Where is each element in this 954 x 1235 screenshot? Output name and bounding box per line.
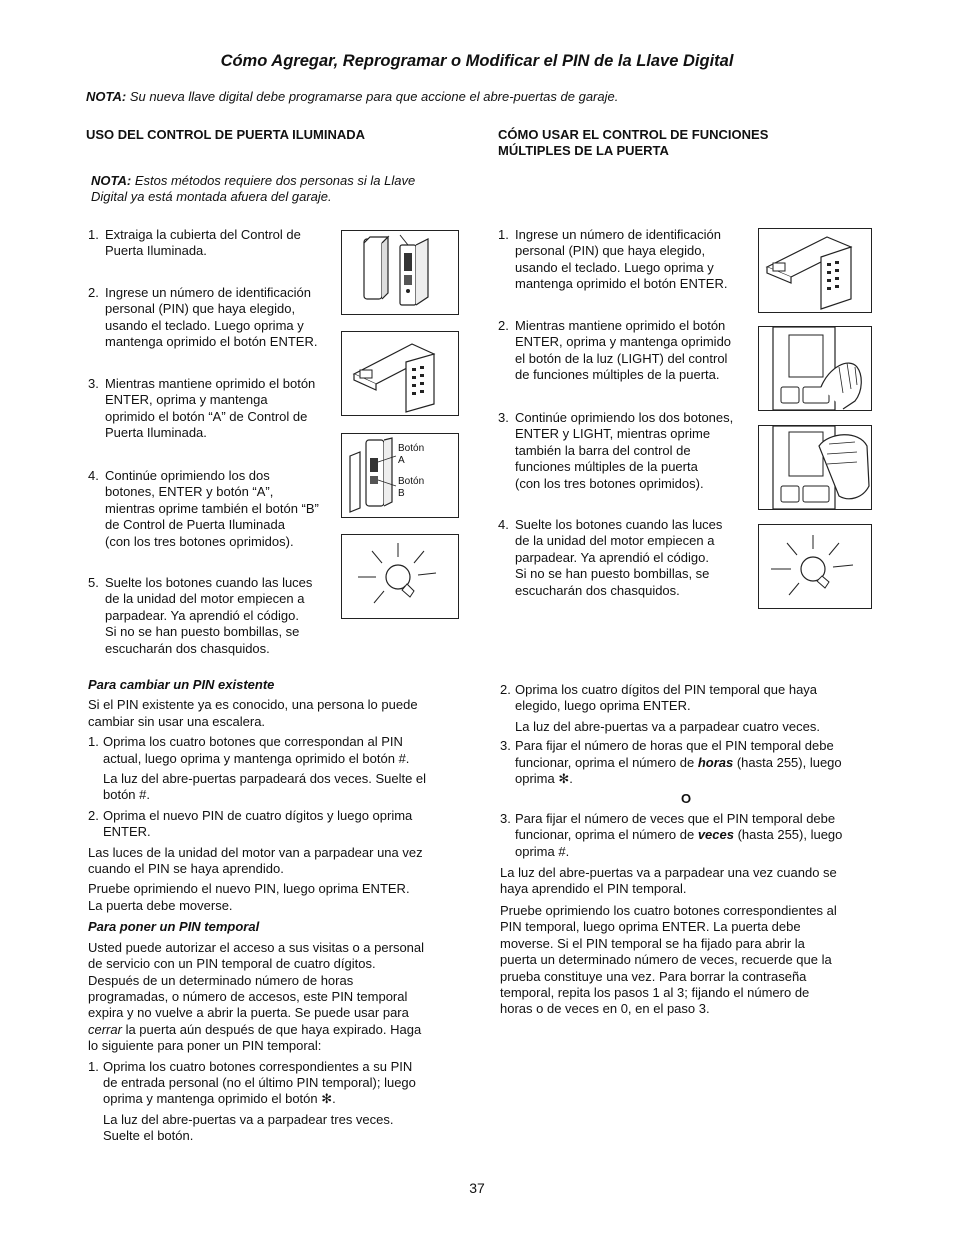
- step-line: Puerta Iluminada.: [105, 425, 207, 441]
- step-number: 2.: [88, 807, 99, 823]
- step-line: Extraiga la cubierta del Control de: [105, 227, 301, 242]
- step-number: 5.: [88, 575, 99, 590]
- step-line: La luz del abre-puertas va a parpadear cuatro veces.: [515, 718, 820, 734]
- left-note-label: NOTA:: [91, 173, 132, 188]
- step-number: 2.: [500, 682, 511, 697]
- step-number: 2.: [498, 318, 509, 333]
- left-step-3: [88, 376, 315, 442]
- figure-keypad-2: [758, 228, 872, 313]
- step-line: La luz del abre-puertas va a parpadear tres veces.: [103, 1111, 394, 1127]
- step-number: 1.: [88, 1058, 99, 1074]
- step-line: Ingrese un número de identificación: [105, 285, 311, 300]
- figure-keypad-1: [341, 331, 459, 416]
- step-line: botón #.: [103, 787, 150, 803]
- step-number: 1.: [88, 734, 99, 750]
- text-line: [88, 1022, 468, 1038]
- step-number: 1.: [88, 227, 99, 242]
- step-number: 3.: [500, 810, 511, 826]
- step-number: 3.: [498, 410, 509, 425]
- text-line: horas o de veces en 0, en el paso 3.: [500, 1001, 710, 1017]
- step-line: mientras oprime también el botón “B”: [105, 500, 319, 516]
- step-line: ENTER, oprima y mantenga oprimido: [515, 334, 732, 350]
- step-number: 1.: [498, 227, 509, 242]
- text-line: expira y no vuelve a abrir la puerta. Se puede usar para: [88, 1005, 409, 1021]
- step-line: también la barra del control de: [515, 442, 691, 458]
- step-line: personal (PIN) que haya elegido,: [105, 301, 296, 317]
- step-line: Oprima el nuevo PIN de cuatro dígitos y luego oprima: [103, 807, 413, 823]
- step-line: Continúe oprimiendo los dos: [105, 468, 270, 483]
- text-line: Después de un determinado número de horas: [88, 972, 354, 988]
- light-bulb-icon: [759, 525, 871, 608]
- change-pin-step-2: [88, 808, 468, 841]
- step-line: Suelte los botones cuando las luces: [515, 517, 723, 532]
- text-line: haya aprendido el PIN temporal.: [500, 881, 687, 897]
- step-number: 3.: [500, 738, 511, 754]
- text-line: Las luces de la unidad del motor van a parpadear una vez: [88, 844, 423, 860]
- or-separator: O: [680, 791, 692, 807]
- heading-line: MÚLTIPLES DE LA PUERTA: [498, 143, 669, 158]
- emphasis-text: veces: [697, 827, 734, 843]
- step-number: 2.: [88, 285, 99, 300]
- text-span: la puerta aún después de que haya expirado. Haga: [121, 1021, 422, 1037]
- change-pin-step-1: [88, 734, 468, 804]
- text-line: moverse. Si el PIN temporal se ha fijado para abrir la: [500, 935, 805, 951]
- step-line: ENTER.: [103, 824, 151, 840]
- temp-pin-step-1: [88, 1059, 468, 1145]
- text-line: Usted puede autorizar el acceso a sus visitas o a personal: [88, 939, 425, 955]
- left-step-5: [88, 575, 312, 657]
- step-line: La luz del abre-puertas parpadeará dos veces. Suelte el: [103, 771, 427, 787]
- figure-multifunction-control-1: [758, 326, 872, 411]
- left-heading: USO DEL CONTROL DE PUERTA ILUMINADA: [86, 127, 366, 142]
- temp-pin-step-3-times: [500, 811, 880, 860]
- step-line: mantenga oprimido el botón ENTER.: [515, 276, 728, 292]
- step-line: botones, ENTER y botón “A”,: [105, 484, 274, 500]
- top-note: [86, 89, 618, 105]
- keypad-illustration: [759, 229, 871, 312]
- text-line: programadas, o número de accesos, este PIN temporal: [88, 988, 408, 1004]
- step-line: [515, 827, 880, 843]
- step-line: Para fijar el número de horas que el PIN temporal debe: [515, 738, 834, 754]
- step-line: el botón de la luz (LIGHT) del control: [515, 350, 728, 366]
- figure-bulb-2: [758, 524, 872, 609]
- step-line: de la unidad del motor empiecen a: [515, 533, 715, 549]
- lower-left-section: [88, 677, 468, 1145]
- text-span: (hasta 255), luego: [733, 754, 842, 770]
- step-line: parpadear. Ya aprendió el código.: [105, 607, 299, 623]
- figure-door-control-cover: [341, 230, 459, 315]
- step-line: Puerta Iluminada.: [105, 243, 207, 259]
- step-line: elegido, luego oprima ENTER.: [515, 698, 691, 714]
- step-line: mantenga oprimido el botón ENTER.: [105, 334, 318, 350]
- step-line: escucharán dos chasquidos.: [515, 582, 680, 598]
- left-note-line: Digital ya está montada afuera del garaje.: [91, 189, 332, 204]
- right-step-4: [498, 517, 722, 599]
- right-heading: [498, 127, 768, 159]
- text-line: puerta un determinado número de veces, recuerde que la: [500, 952, 832, 968]
- heading-line: CÓMO USAR EL CONTROL DE FUNCIONES: [498, 127, 769, 142]
- step-line: (con los tres botones oprimidos).: [515, 475, 704, 491]
- label-text: A: [398, 455, 405, 466]
- step-line: ENTER y LIGHT, mientras oprime: [515, 426, 711, 442]
- step-line: ENTER, oprima y mantenga: [105, 392, 268, 408]
- step-number: 3.: [88, 376, 99, 391]
- temp-pin-step-2: [500, 682, 880, 735]
- text-span: (hasta 255), luego: [733, 827, 843, 843]
- step-line: usando el teclado. Luego oprima y: [105, 317, 304, 333]
- step-line: de entrada personal (no el último PIN temporal); luego: [103, 1074, 416, 1090]
- door-control-illustration: [342, 231, 458, 314]
- keypad-illustration: [342, 332, 458, 415]
- text-line: La luz del abre-puertas va a parpadear una vez cuando se: [500, 865, 837, 881]
- step-line: oprima #.: [515, 843, 570, 859]
- step-line: usando el teclado. Luego oprima y: [515, 259, 714, 275]
- emphasis-text: cerrar: [88, 1021, 122, 1037]
- step-line: Ingrese un número de identificación: [515, 227, 721, 242]
- figure-multifunction-control-2: [758, 425, 872, 510]
- right-step-2: [498, 318, 731, 384]
- left-step-2: [88, 285, 317, 351]
- text-span: funcionar, oprima el número de: [515, 754, 698, 770]
- figure-label-b: [398, 476, 424, 500]
- emphasis-text: horas: [697, 754, 734, 770]
- text-line: temporal, repita los pasos 1 al 3; fijando el número de: [500, 984, 810, 1000]
- text-line: lo siguiente para poner un PIN temporal:: [88, 1038, 322, 1054]
- text-line: Si el PIN existente ya es conocido, una persona lo puede: [88, 697, 418, 713]
- left-note-line: Estos métodos requiere dos personas si la Llave: [131, 173, 416, 188]
- step-line: de Control de Puerta Iluminada: [105, 517, 285, 533]
- temp-pin-step-3-hours: [500, 738, 880, 787]
- lower-right-section: [500, 682, 880, 1018]
- step-line: de la unidad del motor empiecen a: [105, 591, 305, 607]
- page-number: 37: [469, 1180, 485, 1196]
- text-line: PIN temporal, luego oprima ENTER. La puerta debe: [500, 919, 801, 935]
- step-line: Suelte los botones cuando las luces: [105, 575, 313, 590]
- label-text: Botón: [398, 443, 425, 454]
- figure-door-control-buttons: [341, 433, 459, 518]
- step-line: oprima ✻.: [515, 771, 573, 787]
- subtitle-change-pin: Para cambiar un PIN existente: [88, 677, 275, 692]
- top-note-label: NOTA:: [86, 89, 127, 104]
- step-line: funciones múltiples de la puerta: [515, 459, 698, 475]
- step-line: Oprima los cuatro botones que correspondan al PIN: [103, 734, 403, 750]
- step-line: Mientras mantiene oprimido el botón: [105, 376, 316, 391]
- left-step-1: [88, 227, 301, 260]
- figure-label-a: [398, 443, 424, 467]
- step-line: [515, 755, 880, 771]
- left-step-4: [88, 468, 319, 550]
- text-span: funcionar, oprima el número de: [515, 827, 698, 843]
- step-line: Mientras mantiene oprimido el botón: [515, 318, 726, 333]
- top-note-text: Su nueva llave digital debe programarse para que accione el abre-puertas de garaje.: [126, 89, 619, 104]
- subtitle-temp-pin: Para poner un PIN temporal: [88, 919, 260, 935]
- text-line: de servicio con un PIN temporal de cuatro dígitos.: [88, 956, 376, 972]
- step-line: escucharán dos chasquidos.: [105, 640, 270, 656]
- step-line: Si no se han puesto bombillas, se: [105, 624, 300, 640]
- text-line: Pruebe oprimiendo los cuatro botones correspondientes al: [500, 902, 837, 918]
- right-step-3: [498, 410, 733, 492]
- step-line: actual, luego oprima y mantenga oprimido el botón #.: [103, 750, 410, 766]
- step-line: oprimido el botón “A” de Control de: [105, 408, 308, 424]
- step-number: 4.: [498, 517, 509, 532]
- text-line: La puerta debe moverse.: [88, 897, 233, 913]
- step-line: parpadear. Ya aprendió el código.: [515, 549, 709, 565]
- step-number: 4.: [88, 468, 99, 483]
- step-line: (con los tres botones oprimidos).: [105, 533, 294, 549]
- text-line: prueba constituye una vez. Para borrar la contraseña: [500, 968, 807, 984]
- light-bulb-icon: [342, 535, 458, 618]
- step-line: de funciones múltiples de la puerta.: [515, 367, 720, 383]
- multifunction-control-illustration: [759, 426, 871, 509]
- figure-bulb-1: [341, 534, 459, 619]
- step-line: Continúe oprimiendo los dos botones,: [515, 410, 734, 425]
- right-step-1: [498, 227, 727, 293]
- step-line: Suelte el botón.: [103, 1128, 194, 1144]
- text-line: cuando el PIN se haya aprendido.: [88, 861, 284, 877]
- step-line: personal (PIN) que haya elegido,: [515, 243, 706, 259]
- step-line: Oprima los cuatro dígitos del PIN temporal que haya: [515, 682, 818, 697]
- text-line: Pruebe oprimiendo el nuevo PIN, luego oprima ENTER.: [88, 881, 410, 897]
- text-line: cambiar sin usar una escalera.: [88, 713, 266, 729]
- label-text: B: [398, 488, 405, 499]
- step-line: Si no se han puesto bombillas, se: [515, 566, 710, 582]
- multifunction-control-illustration: [759, 327, 871, 410]
- left-note: [91, 173, 415, 205]
- step-line: Para fijar el número de veces que el PIN temporal debe: [515, 810, 836, 826]
- step-line: oprima y mantenga oprimido el botón ✻.: [103, 1091, 336, 1107]
- label-text: Botón: [398, 476, 425, 487]
- page-title: Cómo Agregar, Reprogramar o Modificar el PIN de la Llave Digital: [220, 52, 734, 70]
- step-line: Oprima los cuatro botones correspondientes a su PIN: [103, 1058, 413, 1074]
